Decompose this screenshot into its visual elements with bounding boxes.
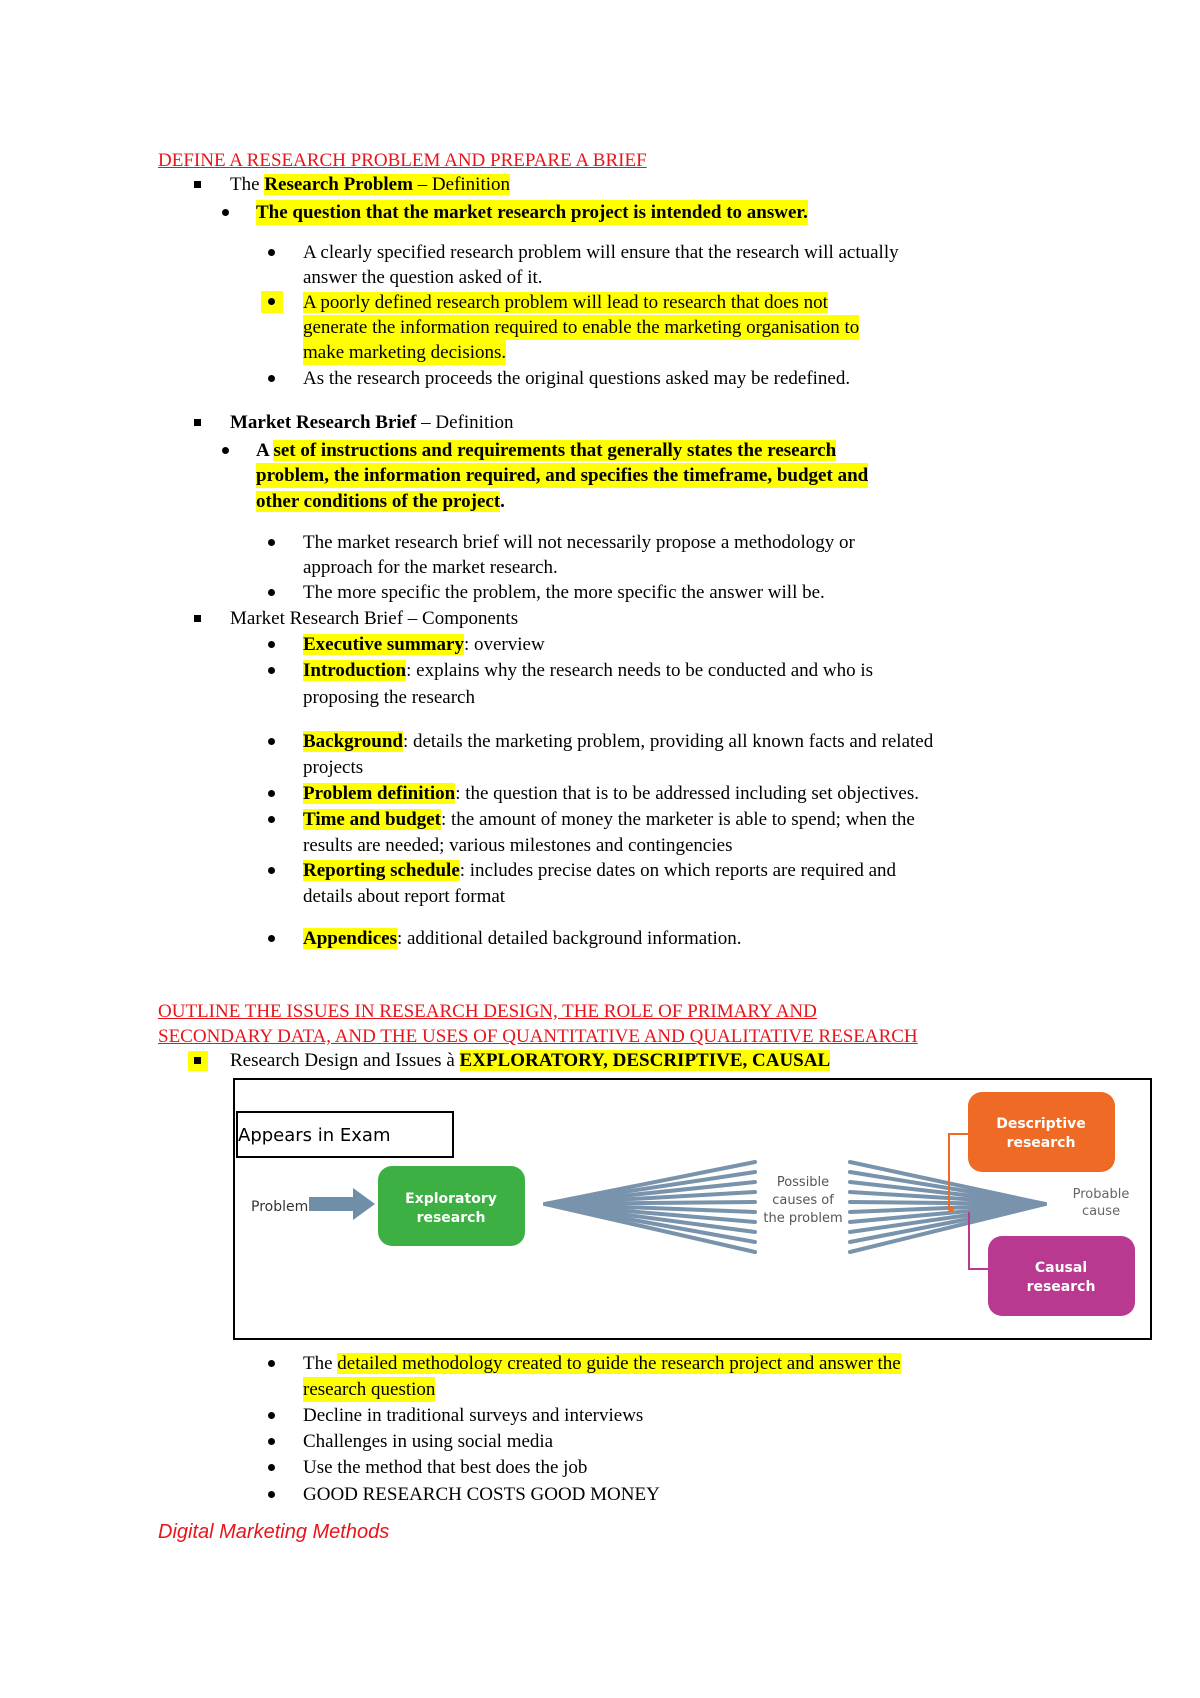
problem-point-3: As the research proceeds the original questions asked may be redefined. [303,368,851,389]
section-heading-research-design-line-2: SECONDARY DATA, AND THE USES OF QUANTITATIVE AND QUALITATIVE RESEARCH [158,1026,918,1047]
square-bullet [194,1057,201,1064]
component-introduction-line-2: proposing the research [303,687,475,708]
causal-label-2: research [1026,1279,1096,1295]
research-design-heading: Research Design and Issues à EXPLORATORY, DESCRIPTIVE, CAUSAL [230,1050,831,1071]
problem-point-2-line-1: A poorly defined research problem will lead to research that does not [303,292,828,313]
descriptive-box [968,1092,1115,1172]
design-point-1-line-1: The detailed methodology created to guide the research project and answer the [303,1353,901,1374]
component-problem-definition: Problem definition: the question that is to be addressed including set objectives. [303,783,920,804]
brief-definition-line-3: other conditions of the project. [256,491,505,512]
connector-dot [948,1206,954,1212]
square-bullet [194,615,201,622]
left-fan [545,1162,755,1252]
probable-cause-line-2: cause [1081,1204,1121,1219]
design-point-1-line-2: research question [303,1379,436,1400]
exploratory-label-2: research [416,1210,486,1226]
problem-point-2-line-3: make marketing decisions. [303,342,507,363]
square-bullet [194,419,201,426]
round-bullet [268,667,275,674]
round-bullet [268,1438,275,1445]
problem-label: Problem [251,1199,309,1215]
component-reporting-line-2: details about report format [303,886,506,907]
design-point-4: Use the method that best does the job [303,1457,588,1478]
brief-definition-line-2: problem, the information required, and specifies the timeframe, budget and [256,465,869,486]
round-bullet [268,589,275,596]
round-bullet [268,249,275,256]
round-bullet [268,641,275,648]
round-bullet [268,790,275,797]
round-bullet [222,447,229,454]
problem-point-1-line-1: A clearly specified research problem will ensure that the research will actually [303,242,899,263]
round-bullet [268,1464,275,1471]
component-time-budget-line-1: Time and budget: the amount of money the marketer is able to spend; when the [303,809,915,830]
round-bullet [268,1412,275,1419]
brief-definition-line-1: A set of instructions and requirements that generally states the research [256,440,837,461]
brief-point-2: The more specific the problem, the more specific the answer will be. [303,582,825,603]
research-problem-heading: The Research Problem – Definition [230,174,511,195]
possible-causes-line-1: Possible [776,1175,830,1190]
component-time-budget-line-2: results are needed; various milestones and contingencies [303,835,733,856]
section-heading-define-problem: DEFINE A RESEARCH PROBLEM AND PREPARE A BRIEF [158,150,647,171]
component-executive-summary: Executive summary: overview [303,634,545,655]
research-problem-definition: The question that the market research project is intended to answer. [256,202,808,223]
probable-cause-line-1: Probable [1072,1187,1130,1202]
round-bullet [268,375,275,382]
problem-point-1-line-2: answer the question asked of it. [303,267,543,288]
components-heading: Market Research Brief – Components [230,608,519,629]
round-bullet [268,867,275,874]
component-background-line-2: projects [303,757,364,778]
round-bullet [268,298,275,305]
design-point-5: GOOD RESEARCH COSTS GOOD MONEY [303,1484,660,1505]
round-bullet [268,738,275,745]
component-background-line-1: Background: details the marketing problem, providing all known facts and related [303,731,934,752]
causal-label-1: Causal [1034,1260,1088,1276]
causal-box [988,1236,1135,1316]
square-bullet [194,181,201,188]
descriptive-label-2: research [1006,1135,1076,1151]
round-bullet [222,209,229,216]
brief-point-1-line-2: approach for the market research. [303,557,558,578]
section-heading-research-design-line-1: OUTLINE THE ISSUES IN RESEARCH DESIGN, THE ROLE OF PRIMARY AND [158,1001,817,1022]
problem-arrow-head [353,1188,375,1220]
problem-point-2-line-2: generate the information required to enable the marketing organisation to [303,317,860,338]
appears-in-exam-note: Appears in Exam [236,1111,454,1158]
component-reporting-line-1: Reporting schedule: includes precise dates on which reports are required and [303,860,897,881]
possible-causes-line-2: causes of [772,1193,834,1208]
problem-arrow-shaft [309,1197,355,1211]
possible-causes-line-3: the problem [763,1211,843,1226]
exploratory-label-1: Exploratory [405,1191,497,1207]
round-bullet [268,1360,275,1367]
design-point-2: Decline in traditional surveys and interviews [303,1405,644,1426]
component-introduction-line-1: Introduction: explains why the research needs to be conducted and who is [303,660,874,681]
brief-heading: Market Research Brief – Definition [230,412,514,433]
descriptive-label-1: Descriptive [996,1116,1086,1132]
design-point-3: Challenges in using social media [303,1431,554,1452]
round-bullet [268,935,275,942]
section-heading-digital-marketing: Digital Marketing Methods [158,1521,390,1543]
round-bullet [268,816,275,823]
round-bullet [268,539,275,546]
brief-point-1-line-1: The market research brief will not necessarily propose a methodology or [303,532,855,553]
component-appendices: Appendices: additional detailed background information. [303,928,742,949]
round-bullet [268,1491,275,1498]
